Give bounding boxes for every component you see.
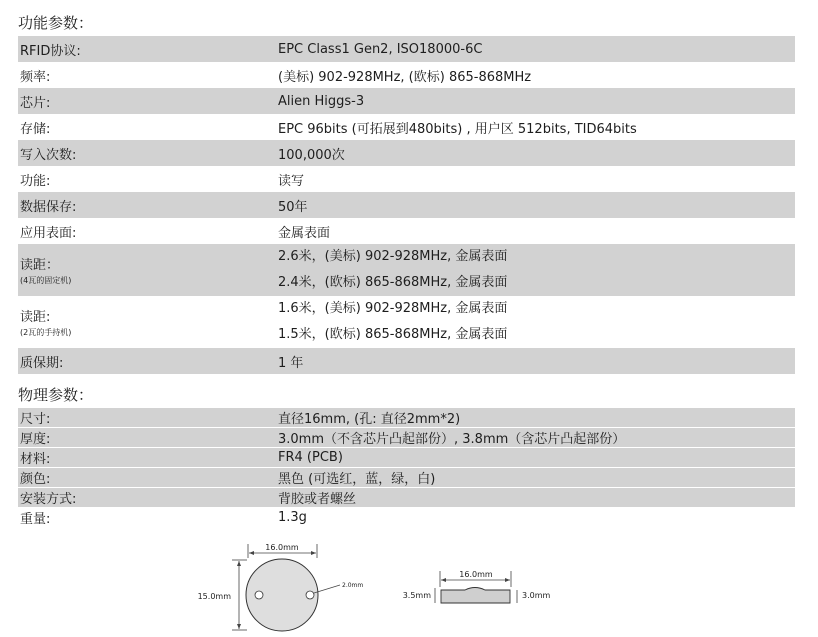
param-key: 存储:	[20, 121, 51, 137]
param-value-line: 2.4米，(欧标) 865-868MHz, 金属表面	[278, 275, 508, 290]
dimension-label: 3.0mm	[522, 591, 551, 600]
functional-params-table	[18, 36, 795, 374]
dimension-label: 3.5mm	[402, 591, 431, 600]
param-value: 读写	[278, 173, 305, 189]
param-key-note: (2瓦的手持机)	[20, 328, 72, 337]
arrow-up-icon	[237, 561, 241, 566]
arrow-left-icon	[441, 578, 446, 582]
param-key: 质保期:	[20, 355, 64, 371]
param-key: 功能:	[20, 173, 51, 189]
table-row	[18, 296, 795, 348]
table-row	[18, 36, 795, 62]
param-key-label: 读距:	[20, 310, 51, 325]
param-key-label: 读距：	[20, 258, 60, 273]
arrow-down-icon	[237, 624, 241, 629]
param-key: 安装方式:	[20, 492, 77, 507]
param-key: 数据保存:	[20, 199, 77, 215]
table-row	[18, 140, 795, 166]
table-row	[18, 408, 795, 428]
table-row	[18, 218, 795, 244]
table-row	[18, 192, 795, 218]
param-key: 颜色:	[20, 472, 51, 487]
param-key-note: (4瓦的固定机)	[20, 276, 72, 285]
dimension-label: 16.0mm	[459, 570, 493, 579]
functional-params-title: 功能参数：	[18, 14, 94, 32]
param-value: Alien Higgs-3	[278, 93, 365, 109]
param-value: (美标) 902-928MHz, (欧标) 865-868MHz	[278, 69, 532, 85]
param-key: 频率:	[20, 69, 51, 85]
param-value: EPC 96bits (可拓展到480bits) , 用户区 512bits, TID64bits	[278, 121, 637, 137]
mounting-hole	[306, 591, 314, 599]
table-row	[18, 428, 795, 448]
param-value: 50年	[278, 199, 308, 215]
param-value: 1 年	[278, 355, 304, 371]
param-value: 黑色 (可选红，蓝，绿，白)	[278, 472, 436, 487]
param-value-line: 1.6米，(美标) 902-928MHz, 金属表面	[278, 301, 508, 316]
dimension-label: 16.0mm	[265, 543, 299, 552]
param-value: 金属表面	[278, 225, 331, 241]
param-value	[278, 296, 795, 348]
param-value: 直径16mm, (孔: 直径2mm*2)	[278, 412, 461, 427]
table-row	[18, 488, 795, 508]
param-value-line: 1.5米，(欧标) 865-868MHz, 金属表面	[278, 327, 508, 342]
table-row	[18, 114, 795, 140]
param-key: 重量:	[20, 512, 51, 527]
tag-side-shape	[441, 588, 510, 604]
param-key: 材料:	[20, 452, 51, 467]
param-value: 100,000次	[278, 147, 345, 163]
table-row	[18, 88, 795, 114]
param-value: 背胶或者螺丝	[278, 492, 357, 507]
table-row	[18, 448, 795, 468]
table-row	[18, 468, 795, 488]
param-key: 写入次数:	[20, 147, 77, 163]
param-key: 芯片:	[20, 95, 51, 111]
table-row	[18, 348, 795, 374]
param-value-line: 2.6米，(美标) 902-928MHz, 金属表面	[278, 249, 508, 264]
dimension-label: 15.0mm	[197, 592, 231, 601]
param-value: EPC Class1 Gen2, ISO18000-6C	[278, 41, 483, 57]
param-key: 尺寸:	[20, 412, 51, 427]
param-value: 3.0mm（不含芯片凸起部份）, 3.8mm（含芯片凸起部份）	[278, 432, 626, 447]
physical-params-title: 物理参数：	[18, 386, 94, 404]
param-value	[278, 244, 795, 296]
arrow-right-icon	[505, 578, 510, 582]
arrow-left-icon	[249, 551, 254, 555]
table-row	[18, 166, 795, 192]
param-value: FR4 (PCB)	[278, 450, 343, 465]
table-row	[18, 508, 795, 528]
side-view-drawing	[395, 565, 570, 615]
param-key: 厚度:	[20, 432, 51, 447]
table-row	[18, 62, 795, 88]
physical-params-table	[18, 408, 795, 528]
mounting-hole	[255, 591, 263, 599]
front-view-drawing	[195, 538, 385, 637]
param-value: 1.3g	[278, 510, 307, 525]
param-key	[18, 244, 278, 296]
param-key	[18, 296, 278, 348]
param-key: RFID协议:	[20, 43, 81, 59]
param-key: 应用表面:	[20, 225, 77, 241]
table-row	[18, 244, 795, 296]
arrow-right-icon	[311, 551, 316, 555]
dimension-label: 2.0mm	[342, 582, 364, 589]
